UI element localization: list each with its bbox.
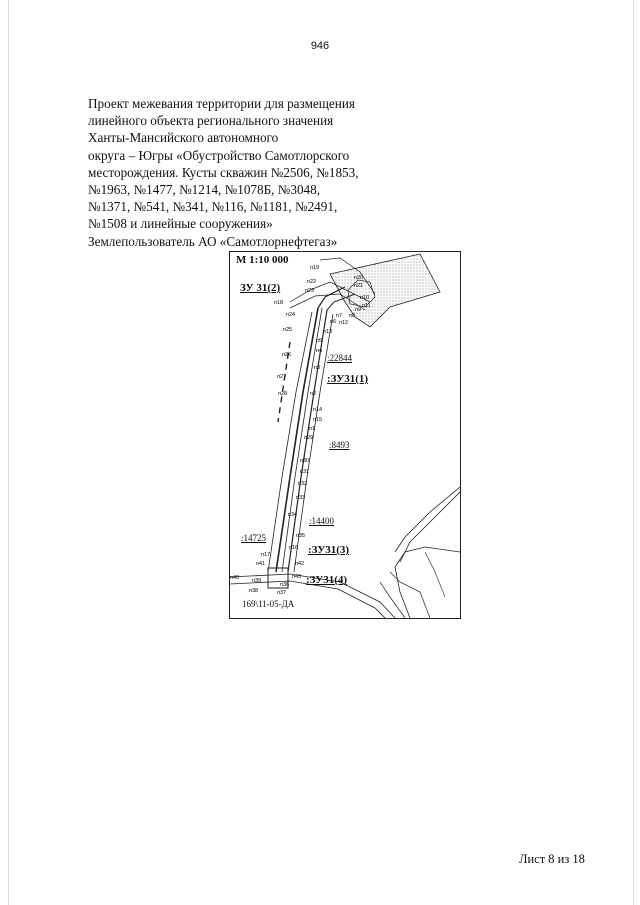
parcel-14400: :14400 — [309, 516, 335, 526]
point-label: п1 — [309, 426, 316, 432]
point-label: п28 — [278, 391, 288, 397]
point-label: п5 — [316, 338, 323, 344]
point-label: п18 — [274, 300, 284, 306]
zone-label-zu31-3: :ЗУ31(3) — [308, 544, 350, 556]
text-line: Проект межевания территории для размещения — [88, 96, 355, 111]
text-line: линейного объекта регионального значения — [88, 113, 334, 129]
road-line — [390, 572, 430, 618]
parcel-22844: :22844 — [327, 353, 353, 363]
point-label: п20 — [354, 275, 364, 281]
survey-map — [229, 251, 461, 619]
text-line: округа – Югры «Обустройство Самотлорского — [88, 147, 350, 163]
point-label: п29 — [304, 435, 314, 441]
scan-left-edge — [8, 0, 9, 905]
zone-label-zu31-1: :ЗУ31(1) — [327, 373, 369, 385]
point-label: п23 — [305, 288, 315, 294]
point-label: п15 — [313, 417, 323, 423]
document-title-block — [88, 95, 408, 250]
point-label: п13 — [323, 329, 333, 335]
text-line: №1371, №541, №341, №116, №1181, №2491, — [88, 199, 338, 215]
point-label: п41 — [256, 561, 266, 567]
scan-right-edge — [633, 0, 634, 905]
parcel-14725: :14725 — [241, 533, 267, 543]
point-label: п24 — [286, 312, 296, 318]
point-label: п42 — [295, 561, 305, 567]
point-label: п8 — [349, 313, 356, 319]
point-label: п17 — [261, 552, 271, 558]
point-label: п22 — [307, 279, 317, 285]
point-label: п10 — [360, 295, 370, 301]
point-label: п14 — [313, 407, 323, 413]
point-label: п35 — [296, 533, 306, 539]
point-label: п37 — [277, 590, 287, 596]
point-label: п43 — [292, 574, 302, 580]
point-label: п27 — [277, 374, 287, 380]
zone-label-zu31-4: :ЗУ31(4) — [306, 574, 348, 586]
text-line: №1508 и линейные сооружения» — [88, 216, 273, 232]
text-line: месторождения. Кусты скважин №2506, №1853, — [88, 164, 359, 180]
point-label: п6 — [330, 319, 337, 325]
text-line: №1963, №1477, №1214, №1078Б, №3048, — [88, 182, 321, 198]
map-scale: М 1:10 000 — [236, 254, 289, 266]
parcel-8493: :8493 — [329, 440, 350, 450]
text-line: Ханты-Мансийского автономного — [88, 130, 279, 146]
sheet-label: Лист 8 из 18 — [519, 852, 585, 866]
road-line — [400, 492, 460, 562]
point-label: п32 — [298, 481, 308, 487]
point-label: п21 — [354, 283, 364, 289]
point-label: п34 — [288, 512, 298, 518]
road-line — [425, 552, 445, 597]
point-label: п11 — [362, 303, 371, 309]
point-label: п3 — [314, 365, 321, 371]
point-label: п7 — [336, 313, 343, 319]
point-label: п40 — [230, 575, 240, 581]
road-line — [380, 582, 405, 618]
point-label: п39 — [252, 578, 262, 584]
point-label: п36 — [280, 582, 290, 588]
corridor-line — [268, 312, 312, 572]
point-label: п26 — [282, 352, 292, 358]
point-label: п25 — [283, 327, 293, 333]
point-label: п16 — [289, 545, 299, 551]
point-label: п4 — [316, 348, 323, 354]
quarter-code: 169\11-05-ДА — [242, 599, 295, 609]
point-label: п31 — [300, 469, 310, 475]
point-label: п33 — [296, 495, 306, 501]
road-line — [395, 487, 460, 552]
point-label: п12 — [339, 320, 349, 326]
point-label: п30 — [300, 458, 310, 464]
point-label: п19 — [310, 265, 320, 271]
zone-label-zu31-2: ЗУ 31(2) — [240, 282, 281, 294]
point-label: п9 — [355, 307, 362, 313]
point-label: п2 — [310, 391, 317, 397]
point-label: п38 — [249, 588, 259, 594]
page-number: 946 — [310, 40, 330, 52]
land-user-line: Землепользователь АО «Самотлорнефтегаз» — [88, 233, 338, 249]
